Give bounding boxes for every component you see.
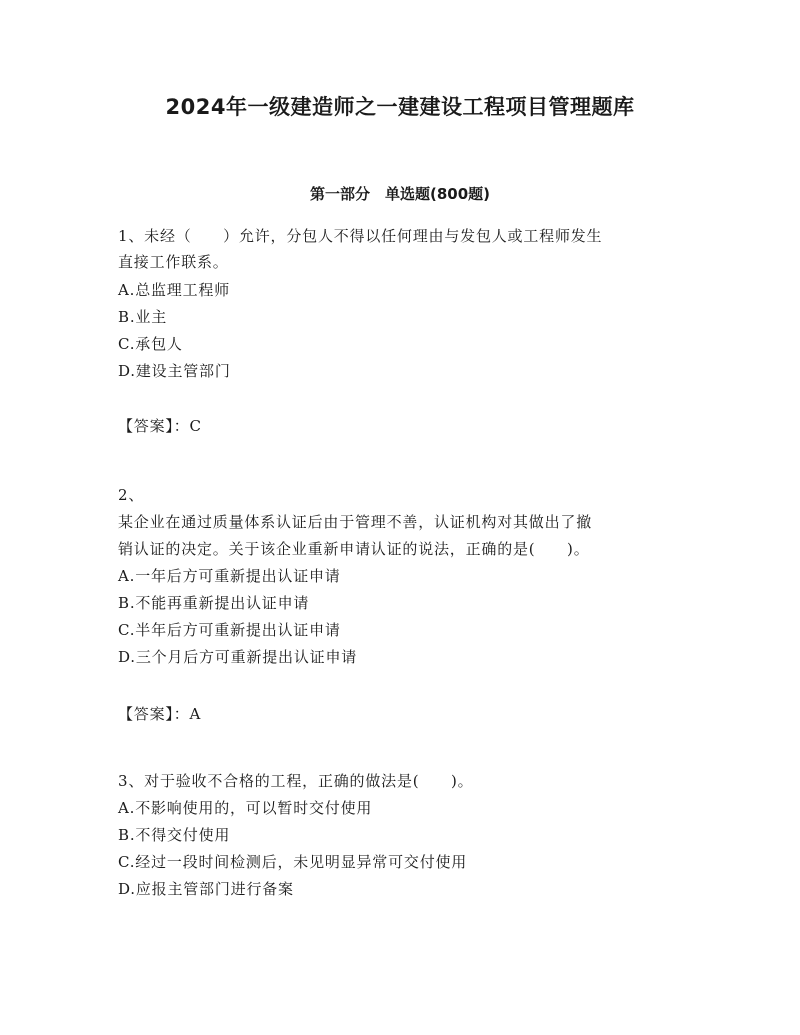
- question-1-option-c: C.承包人: [118, 335, 183, 353]
- question-2-stem-line-2: 某企业在通过质量体系认证后由于管理不善，认证机构对其做出了撤: [118, 513, 593, 531]
- question-1-option-a: A.总监理工程师: [118, 281, 231, 299]
- question-2-option-c: C.半年后方可重新提出认证申请: [118, 621, 341, 639]
- question-2-option-a: A.一年后方可重新提出认证申请: [118, 567, 341, 585]
- question-3-option-b: B.不得交付使用: [118, 826, 231, 844]
- document-title: 2024年一级建造师之一建建设工程项目管理题库: [165, 95, 635, 119]
- question-3-option-c: C.经过一段时间检测后，未见明显异常可交付使用: [118, 853, 468, 871]
- question-3-stem-line-1: 3、对于验收不合格的工程，正确的做法是( )。: [118, 772, 474, 790]
- question-2-option-d: D.三个月后方可重新提出认证申请: [118, 648, 358, 666]
- question-3-option-a: A.不影响使用的，可以暂时交付使用: [118, 799, 373, 817]
- question-3-option-d: D.应报主管部门进行备案: [118, 880, 294, 898]
- question-2-option-b: B.不能再重新提出认证申请: [118, 594, 310, 612]
- question-1-stem-line-1: 1、未经（ ）允许，分包人不得以任何理由与发包人或工程师发生: [118, 227, 603, 245]
- question-1-option-d: D.建设主管部门: [118, 362, 231, 380]
- question-1-answer: 【答案】：C: [118, 417, 202, 435]
- section-title: 第一部分 单选题(800题): [309, 185, 491, 203]
- question-2-answer: 【答案】：A: [118, 705, 202, 723]
- question-1-option-b: B.业主: [118, 308, 167, 326]
- question-2-stem-line-1: 2、: [118, 486, 145, 504]
- question-2-stem-line-3: 销认证的决定。关于该企业重新申请认证的说法，正确的是( )。: [118, 540, 590, 558]
- question-1-stem-line-2: 直接工作联系。: [118, 253, 229, 271]
